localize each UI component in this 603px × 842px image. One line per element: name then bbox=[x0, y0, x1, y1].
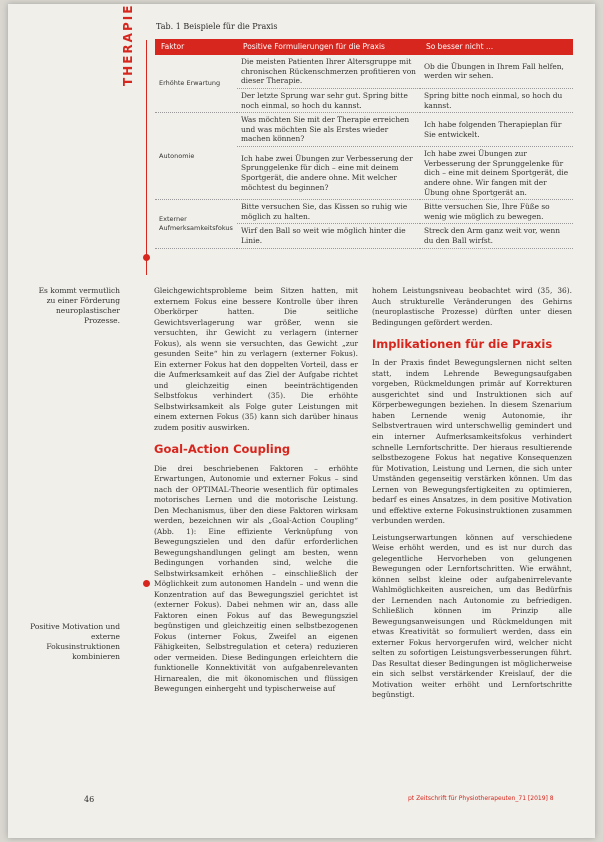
factor-cell: Externer Aufmerksamkeitsfokus bbox=[155, 200, 237, 249]
practice-examples-table bbox=[155, 39, 573, 249]
paragraph: hohem Leistungsniveau beobachtet wird (35, 36). Auch strukturelle Veränderungen des Gehirns (neuroplastische Prozesse) dürften unter diesen Bedingungen gefördert werden. bbox=[372, 286, 572, 327]
section-tab: THERAPIE bbox=[121, 3, 135, 86]
positive-cell: Wirf den Ball so weit wie möglich hinter die Linie. bbox=[237, 224, 420, 248]
section-heading: Implikationen für die Praxis bbox=[372, 337, 553, 352]
table-header: So besser nicht ... bbox=[420, 39, 573, 55]
bullet-dot bbox=[143, 254, 150, 261]
negative-cell: Bitte versuchen Sie, Ihre Füße so wenig wie möglich zu bewegen. bbox=[420, 200, 573, 224]
negative-cell: Ob die Übungen in Ihrem Fall helfen, werden wir sehen. bbox=[420, 55, 573, 88]
negative-cell: Spring bitte noch einmal, so hoch du kannst. bbox=[420, 88, 573, 112]
positive-cell: Ich habe zwei Übungen zur Verbesserung der Sprunggelenke für dich – eine mit deinem Sportgerät, die andere ohne. Mit welcher möchtest du beginnen? bbox=[237, 147, 420, 200]
section-rule bbox=[146, 40, 147, 275]
positive-cell: Die meisten Patienten Ihrer Altersgruppe mit chronischen Rückenschmerzen profitieren von dieser Therapie. bbox=[237, 55, 420, 88]
positive-cell: Was möchten Sie mit der Therapie erreichen und was möchten Sie als Erstes wieder machen können? bbox=[237, 113, 420, 147]
negative-cell: Streck den Arm ganz weit vor, wenn du den Ball wirfst. bbox=[420, 224, 573, 248]
body-column-left bbox=[154, 286, 358, 701]
paragraph: In der Praxis findet Bewegungslernen nicht selten statt, indem Lehrende Bewegungsaufgaben vorgeben, Rückmeldungen primär auf Korrekturen ausgerichtet sind und Instruktionen sich auf Körperbewegungen beziehen. In diesem Szenarium haben Lernende wenig Autonomie, ihr Selbstvertrauen wird unterschwellig gemindert und ein interner Aufmerksamkeitsfokus verhindert schnelle Lernfortschritte. Der hieraus resultierende selbstbezogene Fokus hat negative Konsequenzen für Motivation, Leistung und Lernen, die sich unter Umständen gegenseitig verstärken können. Um das Lernen von Bewegungsfertigkeiten zu optimieren, bedarf es eines Ansatzes, in dem positive Motivation und effektive externe Fokusinstruktionen zusammen verbunden werden. bbox=[372, 358, 572, 526]
positive-cell: Bitte versuchen Sie, das Kissen so ruhig wie möglich zu halten. bbox=[237, 200, 420, 224]
factor-cell: Autonomie bbox=[155, 113, 237, 200]
body-column-right bbox=[372, 286, 572, 707]
table-header: Positive Formulierungen für die Praxis bbox=[237, 39, 420, 55]
positive-cell: Der letzte Sprung war sehr gut. Spring bitte noch einmal, so hoch du kannst. bbox=[237, 88, 420, 112]
table-row bbox=[155, 113, 573, 147]
table-row bbox=[155, 200, 573, 224]
paragraph: Leistungserwartungen können auf verschiedene Weise erhöht werden, und es ist nur durch das gelegentliche Hervorheben von gelungenen Bewegungen oder Lernfortschritten. Wie erwähnt, können selbst kleine oder aufgabenirrelevante Wahlmöglichkeiten ausreichen, um das Bedürfnis der Lernenden nach Autonomie zu befriedigen. Schließlich können im Prinzip alle Bewegungsanweisungen und Rückmeldungen mit etwas Kreativität so formuliert werden, dass ein externer Fokus hervorgerufen wird, welcher nicht selten zu sofortigen Leistungsverbesserungen führt. Das Resultat dieser Bedingungen ist möglicherweise ein sich selbst verstärkender Kreislauf, der die Motivation weiter erhöht und Lernfortschritte begünstigt. bbox=[372, 532, 572, 700]
journal-footer: pt Zeitschrift für Physiotherapeuten_71 [2019] 8 bbox=[408, 795, 554, 802]
table-caption: Tab. 1 Beispiele für die Praxis bbox=[156, 22, 278, 31]
paragraph: Die drei beschriebenen Faktoren – erhöhte Erwartungen, Autonomie und externer Fokus – sind nach der OPTIMAL-Theorie wesentlich für optimales motorisches Lernen und die motorische Leistung. Den Mechanismus, über den diese Faktoren wirksam werden, bezeichnen wir als „Goal-Action Coupling“ (Abb. 1): Eine effiziente Verknüpfung von Bewegungszielen und den dafür erforderlichen Bewegungshandlungen gelingt am besten, wenn Bedingungen vorhanden sind, welche die Selbstwirksamkeit erhöhen – einschließlich der Möglichkeit zum autonomen Handeln – und wenn die Konzentration auf das Bewegungsziel gerichtet ist (externer Fokus). Dabei nehmen wir an, dass alle Faktoren einen Fokus auf das Bewegungsziel begünstigen und gleichzeitig einen selbstbezogenen Fokus (interner Fokus, Zweifel an eigenen Fähigkeiten, Selbstregulation et cetera) reduzieren oder vermeiden. Diese Bedingungen erleichtern die funktionelle Konnektivität von aufgabenrelevanten Hirnarealen, die mit ökonomischen und flüssigen Bewegungen einhergeht und typischerweise auf bbox=[154, 463, 358, 694]
table-header: Faktor bbox=[155, 39, 237, 55]
page-number: 46 bbox=[84, 795, 95, 804]
margin-note: Es kommt vermutlich zu einer Förderung neuroplastischer Prozesse. bbox=[38, 286, 120, 326]
section-heading: Goal-Action Coupling bbox=[154, 442, 291, 457]
negative-cell: Ich habe zwei Übungen zur Verbesserung der Sprunggelenke für dich – eine mit deinem Sportgerät, die andere ohne. Wir fangen mit der Übung ohne Sportgerät an. bbox=[420, 147, 573, 200]
factor-cell: Erhöhte Erwartung bbox=[155, 55, 237, 113]
negative-cell: Ich habe folgenden Therapieplan für Sie entwickelt. bbox=[420, 113, 573, 147]
paragraph: Gleichgewichtsprobleme beim Sitzen hatten, mit externem Fokus eine bessere Kontrolle über ihren Oberkörper hatten. Die seitliche Gewichtsverlagerung war größer, wenn sie versuchten, ihr Gewicht zu verlagern (interner Fokus), als wenn sie versuchten, das Gewicht „zur gesunden Seite“ hin zu verlagern (externer Fokus). Ein externer Fokus hat den doppelten Vorteil, dass er die Aufmerksamkeit auf das Ziel der Aufgabe richtet und gleichzeitig einen beeinträchtigenden Selbstfokus verhindert (35). Die erhöhte Selbstwirksamkeit als Folge guter Leistungen mit einem externen Fokus (35) kann sich darüber hinaus zudem positiv auswirken. bbox=[154, 286, 358, 432]
bullet-dot bbox=[143, 580, 150, 587]
table-row bbox=[155, 55, 573, 88]
margin-note: Positive Motivation und externe Fokusinstruktionen kombinieren bbox=[30, 622, 120, 662]
